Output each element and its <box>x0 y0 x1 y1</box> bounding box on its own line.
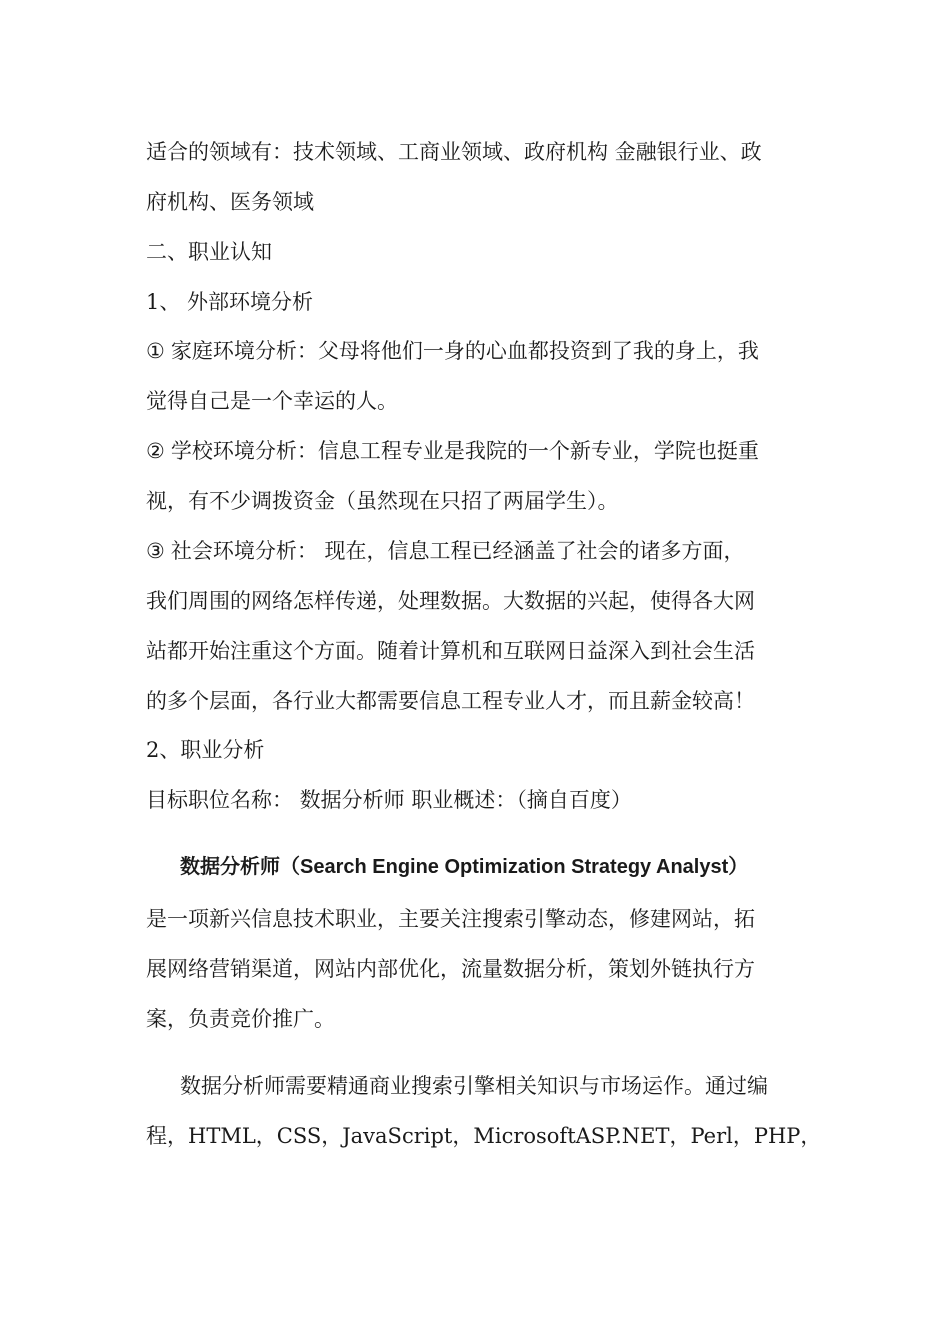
paragraph-line: 觉得自己是一个幸运的人。 <box>146 389 398 413</box>
list-item-text: 社会环境分析： 现在，信息工程已经涵盖了社会的诸多方面， <box>170 539 745 563</box>
list-item-text: 学校环境分析：信息工程专业是我院的一个新专业，学院也挺重 <box>170 439 759 463</box>
list-item <box>146 437 816 465</box>
paragraph-line: 是一项新兴信息技术职业，主要关注搜索引擎动态，修建网站，拓 <box>146 907 755 931</box>
subsection-heading: 2、职业分析 <box>146 738 265 762</box>
paragraph-line: 目标职位名称： 数据分析师 职业概述：（摘自百度） <box>146 788 632 812</box>
circled-number-marker: ② <box>146 439 165 463</box>
paragraph-line: 案，负责竞价推广。 <box>146 1007 335 1031</box>
paragraph-line: 站都开始注重这个方面。随着计算机和互联网日益深入到社会生活 <box>146 639 755 663</box>
paragraph-line: 数据分析师需要精通商业搜索引擎相关知识与市场运作。通过编 <box>180 1074 768 1098</box>
list-item-text: 家庭环境分析：父母将他们一身的心血都投资到了我的身上，我 <box>170 339 759 363</box>
list-item <box>146 337 816 365</box>
circled-number-marker: ① <box>146 339 165 363</box>
paragraph-line: 展网络营销渠道，网站内部优化，流量数据分析，策划外链执行方 <box>146 957 755 981</box>
paragraph-line: 适合的领域有：技术领域、工商业领域、政府机构 金融银行业、政 <box>146 140 762 164</box>
paragraph-line: 府机构、医务领域 <box>146 190 314 214</box>
paragraph-line: 的多个层面，各行业大都需要信息工程专业人才，而且薪金较高！ <box>146 689 755 713</box>
job-title-heading: 数据分析师（Search Engine Optimization Strategy Analyst） <box>180 856 749 878</box>
paragraph-line: 视，有不少调拨资金（虽然现在只招了两届学生）。 <box>146 489 619 513</box>
list-item <box>146 537 816 565</box>
section-heading: 二、职业认知 <box>146 240 272 264</box>
circled-number-marker: ③ <box>146 539 165 563</box>
paragraph-line: 我们周围的网络怎样传递，处理数据。大数据的兴起，使得各大网 <box>146 589 755 613</box>
subsection-heading: 1、 外部环境分析 <box>146 290 314 314</box>
paragraph-line: 程，HTML，CSS，JavaScript，MicrosoftASP.NET，Perl，PHP， <box>146 1124 822 1148</box>
